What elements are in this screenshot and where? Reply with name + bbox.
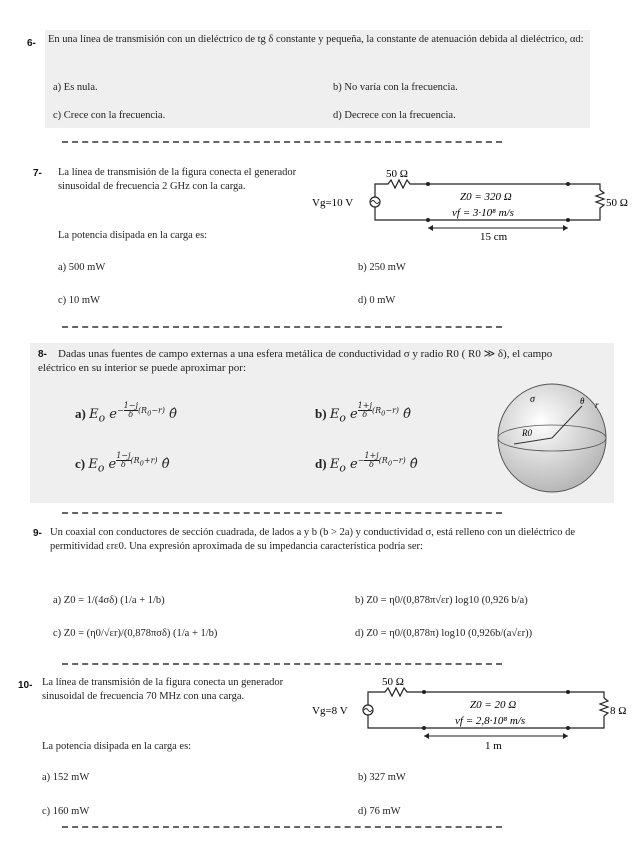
question-10-text: La línea de transmisión de la figura conecta un generador sinusoidal de frecuencia 70 MHz con una carga.: [42, 677, 284, 702]
q6-option-a[interactable]: a) Es nula.: [53, 82, 98, 93]
q8-theta-label: θ: [580, 396, 585, 406]
q8-r0-label: R0: [522, 428, 532, 438]
question-7-text: La línea de transmisión de la figura conecta el generador sinusoidal de frecuencia 2 GHz con la carga.: [58, 167, 297, 192]
question-8-text: Dadas unas fuentes de campo externas a una esfera metálica de conductividad σ y radio R0 ( R0 ≫ δ), el campo eléctrico en su interior se puede aproximar por:: [38, 348, 553, 374]
q8-option-b[interactable]: b) $E_o$ e $^{\frac{1+j}{\delta} (R_0-r)}$ θ̂: [315, 401, 411, 425]
question-6-number: 6-: [27, 38, 36, 49]
q9-option-c[interactable]: c) Z0 = (η0/√εr)/(0,878πσδ) (1/a + 1/b): [53, 628, 218, 639]
question-8-number: 8-: [38, 349, 47, 360]
q6-option-d[interactable]: d) Decrece con la frecuencia.: [333, 110, 456, 121]
q8-sigma-label: σ: [530, 394, 535, 405]
q8-option-c-label: c): [75, 455, 86, 471]
q7-option-a[interactable]: a) 500 mW: [58, 262, 106, 273]
divider: [62, 826, 502, 828]
q10-generator-label: Vg=8 V: [312, 705, 348, 717]
question-6-text: En una línea de transmisión con un dieléctrico de tg δ constante y pequeña, la constante de atenuación debida al dieléctrico, αd:: [48, 34, 584, 45]
q10-option-b[interactable]: b) 327 mW: [358, 772, 406, 783]
q7-load-label: 50 Ω: [606, 197, 628, 209]
q10-z0-label: Z0 = 20 Ω: [470, 699, 517, 711]
q8-option-d[interactable]: d) $E_o$ $e^{- \frac{1+j}{\delta} (R_0-r)}$ θ̂: [315, 451, 418, 475]
question-9-number: 9-: [33, 528, 42, 539]
q9-option-d[interactable]: d) Z0 = η0/(0,878π) log10 (0,926b/(a√εr)): [355, 628, 533, 639]
q7-option-b[interactable]: b) 250 mW: [358, 262, 406, 273]
q7-circuit-diagram: [300, 164, 636, 244]
q6-option-c[interactable]: c) Crece con la frecuencia.: [53, 110, 166, 121]
divider: [62, 663, 502, 665]
question-10-number: 10-: [18, 680, 33, 691]
q7-length-label: 15 cm: [480, 231, 508, 243]
q8-option-a[interactable]: a) $E_o$ $e^{- \frac{1-j}{\delta} (R_0-r)}$ θ̂: [75, 401, 177, 425]
q8-option-b-label: b): [315, 405, 327, 421]
q8-sphere-diagram: [492, 380, 612, 498]
q7-z0-label: Z0 = 320 Ω: [460, 191, 512, 203]
question-7-number: 7-: [33, 168, 42, 179]
q8-option-d-label: d): [315, 455, 327, 471]
q10-vf-label: vf = 2,8·10⁸ m/s: [455, 715, 526, 727]
q8-r-label: r: [595, 400, 599, 410]
q7-option-d[interactable]: d) 0 mW: [358, 295, 396, 306]
divider: [62, 512, 502, 514]
q8-option-c[interactable]: c) $E_o$ e $^{\frac{1-j}{\delta} (R_0+r)}$ θ̂: [75, 451, 170, 475]
q8-option-a-label: a): [75, 405, 86, 421]
q9-option-a[interactable]: a) Z0 = 1/(4σδ) (1/a + 1/b): [53, 595, 165, 606]
q7-vf-label: vf = 3·10⁸ m/s: [452, 207, 514, 219]
q7-source-resistor-label: 50 Ω: [386, 168, 408, 180]
q7-option-c[interactable]: c) 10 mW: [58, 295, 100, 306]
q10-option-d[interactable]: d) 76 mW: [358, 806, 401, 817]
q10-length-label: 1 m: [485, 740, 502, 752]
q10-circuit-diagram: [300, 672, 636, 752]
q6-option-b[interactable]: b) No varía con la frecuencia.: [333, 82, 458, 93]
question-10-question: La potencia disipada en la carga es:: [42, 741, 192, 752]
q10-option-a[interactable]: a) 152 mW: [42, 772, 90, 783]
question-9-text: Un coaxial con conductores de sección cuadrada, de lados a y b (b > 2a) y conductividad σ, está relleno con un dieléctrico de permitividad εrε0. Una expresión aproximada de su impedancia característica podría ser:: [50, 527, 576, 552]
q10-option-c[interactable]: c) 160 mW: [42, 806, 90, 817]
q7-generator-label: Vg=10 V: [312, 197, 354, 209]
q10-source-resistor-label: 50 Ω: [382, 676, 404, 688]
divider: [62, 141, 502, 143]
q9-option-b[interactable]: b) Z0 = η0/(0,878π√εr) log10 (0,926 b/a): [355, 595, 528, 606]
q10-load-label: 8 Ω: [610, 705, 627, 717]
divider: [62, 326, 502, 328]
question-7-question: La potencia disipada en la carga es:: [58, 230, 208, 241]
